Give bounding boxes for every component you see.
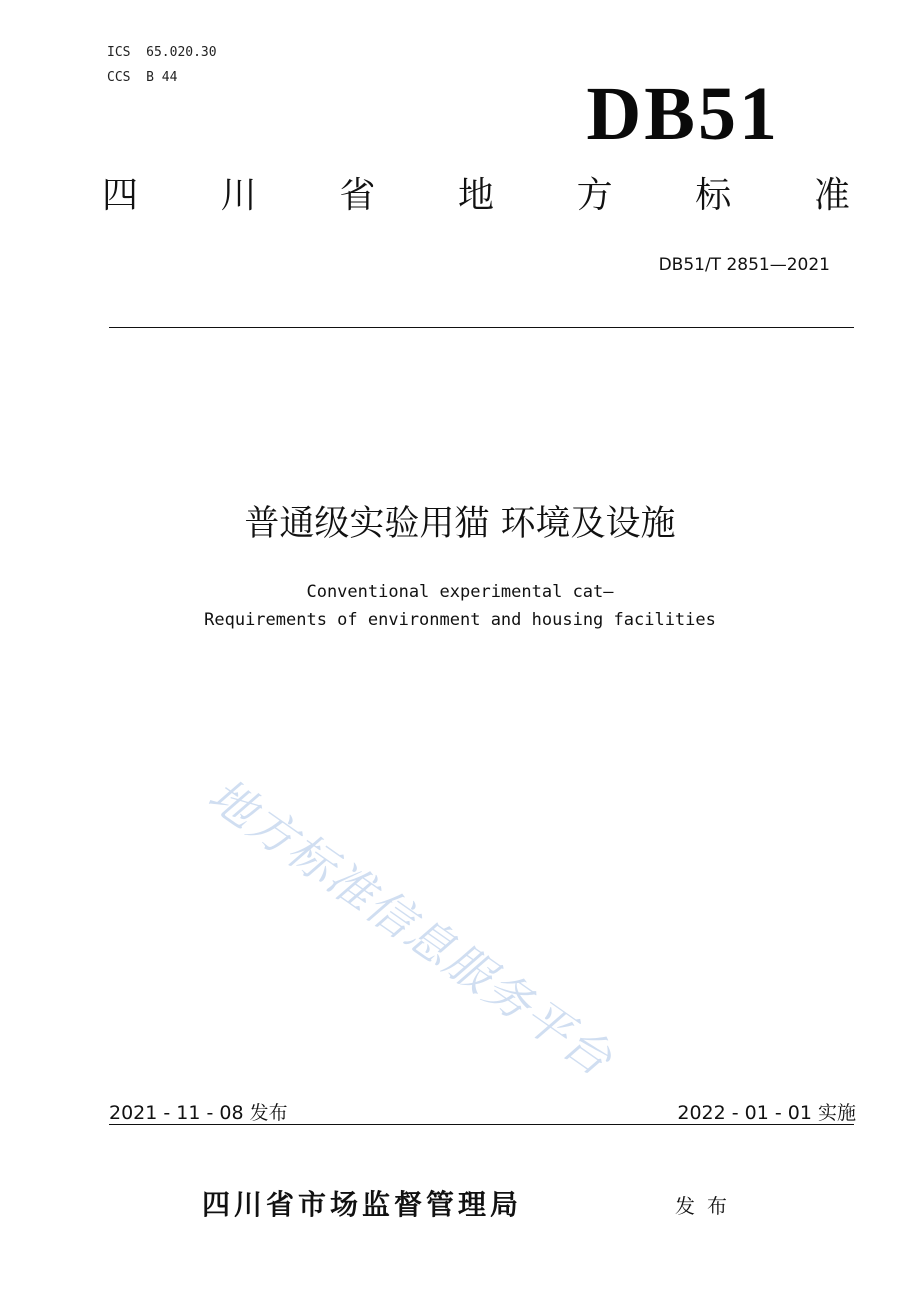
standard-type-heading xyxy=(102,175,850,216)
top-divider xyxy=(109,327,854,328)
db-logo: DB51 xyxy=(586,72,780,156)
title-english-line1: Conventional experimental cat— xyxy=(306,582,614,602)
bottom-divider xyxy=(109,1124,854,1125)
standard-type-char: 方 xyxy=(576,175,613,216)
standard-type-char: 标 xyxy=(695,175,732,216)
title-chinese: 普通级实验用猫 环境及设施 xyxy=(244,504,676,544)
issue-date: 2021 - 11 - 08 发布 xyxy=(109,1102,288,1124)
standard-type-char: 四 xyxy=(102,175,139,216)
implementation-date: 2022 - 01 - 01 实施 xyxy=(677,1102,856,1124)
standard-type-char: 省 xyxy=(339,175,376,216)
watermark: 地方标准信息服务平台 xyxy=(198,767,624,1087)
standard-type-char: 川 xyxy=(220,175,257,216)
ics-code: ICS 65.020.30 xyxy=(107,45,217,60)
ccs-code: CCS B 44 xyxy=(107,70,178,85)
standard-type-char: 地 xyxy=(457,175,494,216)
standard-type-char: 准 xyxy=(813,175,850,216)
publish-label: 发布 xyxy=(675,1194,739,1218)
publisher-name: 四川省市场监督管理局 xyxy=(202,1188,523,1221)
title-english-line2: Requirements of environment and housing facilities xyxy=(204,610,716,630)
standard-number: DB51/T 2851—2021 xyxy=(658,255,830,275)
